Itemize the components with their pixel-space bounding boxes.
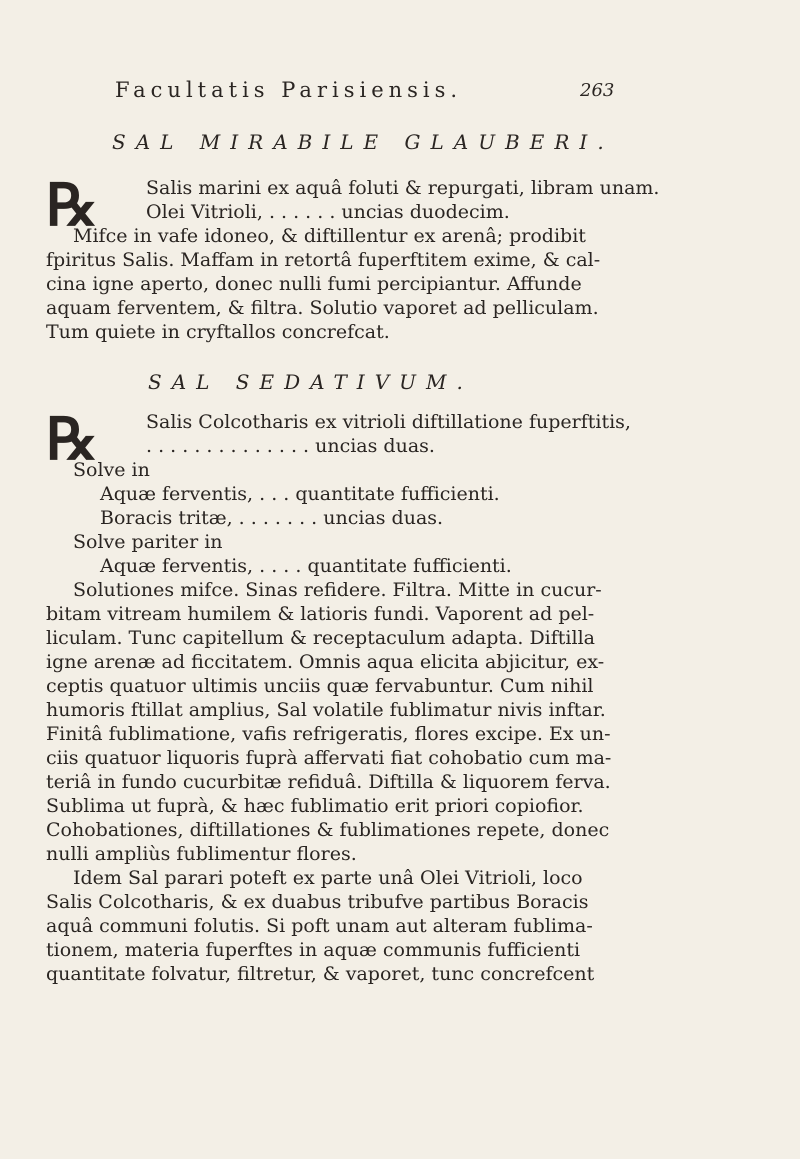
text-line: Aquæ ferventis, . . . . quantitate fufficienti. (100, 555, 512, 577)
section-title-sal-mirabile: SAL MIRABILE GLAUBERI. (112, 130, 614, 154)
text-line: Solve in (73, 459, 150, 481)
text-line: bitam vitream humilem & latioris fundi. Vaporent ad pel- (46, 603, 595, 625)
text-line: quantitate folvatur, filtretur, & vaporet, tunc concrefcent (46, 963, 595, 985)
text-line: teriâ in fundo cucurbitæ refiduâ. Diftilla & liquorem ferva. (46, 771, 611, 793)
text-line: Mifce in vafe idoneo, & diftillentur ex arenâ; prodibit (73, 225, 586, 247)
text-line: Salis marini ex aquâ foluti & repurgati, libram unam. (146, 177, 660, 199)
text-line: Salis Colcotharis ex vitrioli diftillatione fuperftitis, (146, 411, 631, 433)
text-line: Cohobationes, diftillationes & fublimationes repete, donec (46, 819, 610, 841)
text-line: Salis Colcotharis, & ex duabus tribufve partibus Boracis (46, 891, 589, 913)
text-line: Olei Vitrioli, . . . . . . uncias duodecim. (146, 201, 510, 223)
recipe-symbol-1: ℞ (46, 171, 94, 239)
running-title: Facultatis Parisiensis. (115, 78, 463, 102)
text-line: fpiritus Salis. Maffam in retortâ fuperftitem exime, & cal- (46, 249, 601, 271)
text-line: Solve pariter in (73, 531, 223, 553)
text-line: Solutiones mifce. Sinas refidere. Filtra. Mitte in cucur- (73, 579, 602, 601)
text-line: Finitâ fublimatione, vafis refrigeratis, flores excipe. Ex un- (46, 723, 611, 745)
page-number: 263 (580, 80, 615, 101)
text-line: Idem Sal parari poteft ex parte unâ Olei Vitrioli, loco (73, 867, 583, 889)
text-line: Boracis tritæ, . . . . . . . uncias duas. (100, 507, 444, 529)
text-line: ciis quatuor liquoris fuprà affervati fiat cohobatio cum ma- (46, 747, 612, 769)
text-line: Aquæ ferventis, . . . quantitate fufficienti. (100, 483, 500, 505)
text-line: humoris ftillat amplius, Sal volatile fublimatur nivis inftar. (46, 699, 606, 721)
text-line: aquam ferventem, & filtra. Solutio vaporet ad pelliculam. (46, 297, 599, 319)
text-line: Sublima ut fuprà, & hæc fublimatio erit priori copiofior. (46, 795, 584, 817)
text-line: ceptis quatuor ultimis unciis quæ fervabuntur. Cum nihil (46, 675, 594, 697)
text-line: Tum quiete in cryftallos concrefcat. (46, 321, 390, 343)
text-line: igne arenæ ad ficcitatem. Omnis aqua elicita abjicitur, ex- (46, 651, 605, 673)
text-line: cina igne aperto, donec nulli fumi percipiantur. Affunde (46, 273, 582, 295)
text-line: tionem, materia fuperftes in aquæ communis fufficienti (46, 939, 581, 961)
text-line: liculam. Tunc capitellum & receptaculum adapta. Diftilla (46, 627, 595, 649)
section-title-sal-sedativum: SAL SEDATIVUM. (148, 370, 473, 394)
text-line: nulli ampliùs fublimentur flores. (46, 843, 357, 865)
text-line: . . . . . . . . . . . . . . uncias duas. (146, 435, 435, 457)
text-line: aquâ communi folutis. Si poft unam aut alteram fublima- (46, 915, 593, 937)
recipe-symbol-2: ℞ (46, 405, 94, 473)
